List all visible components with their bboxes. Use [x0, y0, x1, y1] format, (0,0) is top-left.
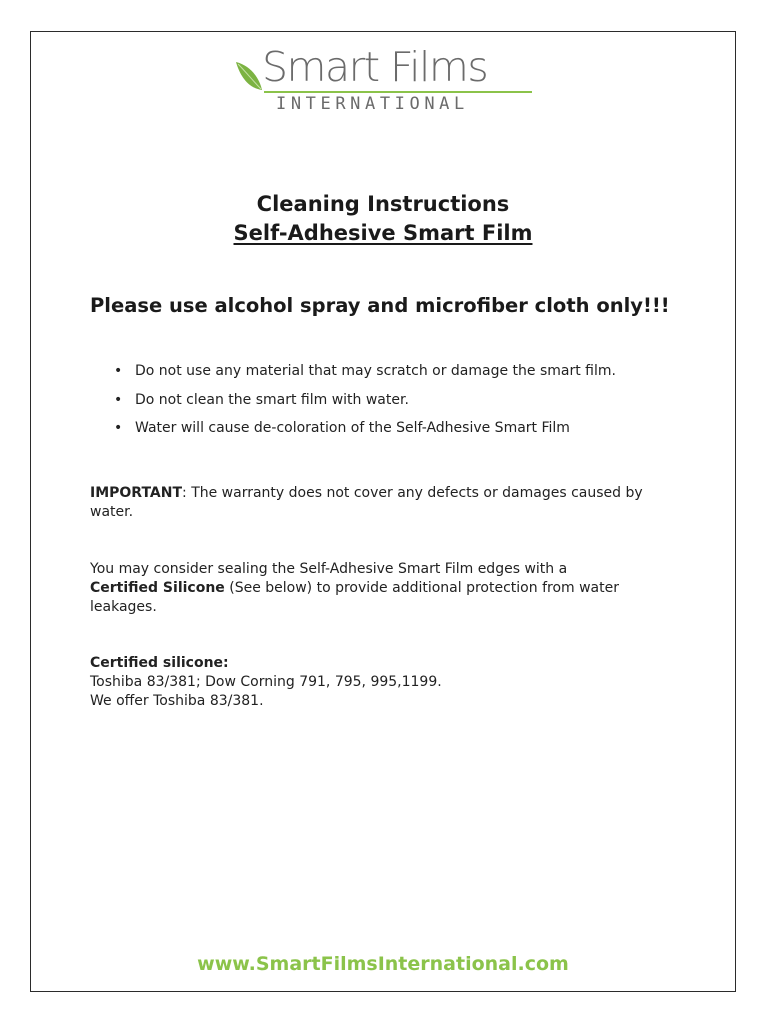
- list-item: [112, 362, 616, 391]
- list-item-text: Do not clean the smart film with water.: [135, 391, 409, 408]
- title-subtitle: Self-Adhesive Smart Film: [233, 221, 533, 245]
- sealing-paragraph: [90, 560, 680, 617]
- leaf-icon: [234, 58, 264, 92]
- sealing-text-before: You may consider sealing the Self-Adhesive Smart Film edges with a: [90, 561, 568, 577]
- certified-line-2: We offer Toshiba 83/381.: [90, 693, 264, 709]
- company-logo: [232, 43, 536, 118]
- list-item: [112, 419, 616, 448]
- main-instruction: Please use alcohol spray and microfiber cloth only!!!: [90, 294, 670, 317]
- instruction-list: [112, 362, 616, 448]
- certified-line-1: Toshiba 83/381; Dow Corning 791, 795, 995,1199.: [90, 674, 442, 690]
- title-line-2: [30, 219, 736, 248]
- important-notice: [90, 484, 680, 522]
- logo-subtitle: INTERNATIONAL: [276, 94, 469, 114]
- title-line-1: Cleaning Instructions: [256, 192, 510, 216]
- list-item-text: Water will cause de-coloration of the Self-Adhesive Smart Film: [135, 420, 570, 436]
- bullet-icon: •: [114, 420, 123, 436]
- certified-heading: Certified silicone:: [90, 655, 229, 671]
- document-title: [30, 190, 736, 248]
- website-link[interactable]: www.SmartFilmsInternational.com: [197, 953, 569, 975]
- list-item-text: Do not use any material that may scratch or damage the smart film.: [135, 363, 616, 379]
- certified-silicone-label: Certified Silicone: [90, 580, 225, 596]
- certified-silicone-section: [90, 654, 680, 711]
- important-label: IMPORTANT: [90, 485, 183, 501]
- logo-wordmark: Smart Films: [262, 43, 488, 91]
- bullet-icon: •: [114, 391, 123, 408]
- sealing-text-after: (See below) to provide additional protection from water leakages.: [90, 580, 619, 615]
- list-item: [112, 391, 616, 420]
- bullet-icon: •: [114, 363, 123, 379]
- important-text: : The warranty does not cover any defects or damages caused by water.: [90, 485, 643, 520]
